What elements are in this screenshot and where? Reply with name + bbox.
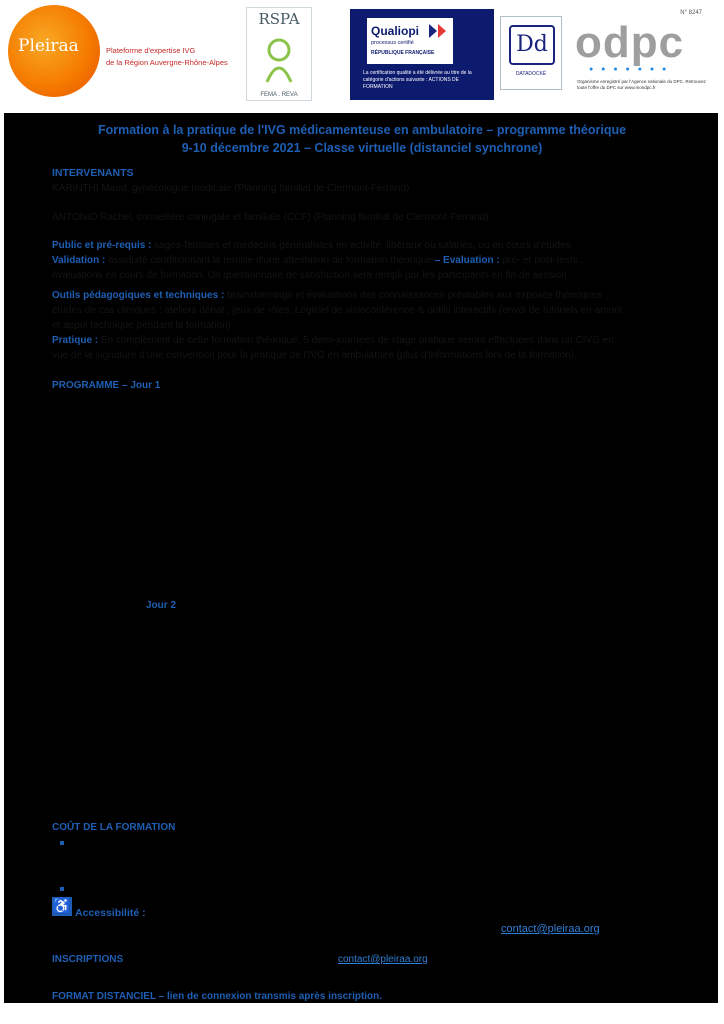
outils-line xyxy=(52,290,608,301)
odpc-logo xyxy=(567,0,724,113)
odpc-dots-icon: ● ● ● ● ● ● ● xyxy=(589,66,670,73)
public-line xyxy=(52,240,574,251)
pratique-text: En complément de cette formation théorique, 5 demi-journées de stage pratique seront effectuées dans un CIVG en xyxy=(100,335,614,346)
evaluation-line2: évaluations en cours de formation. Un questionnaire de satisfaction sera rempli par les participants en fin de session. xyxy=(52,270,570,281)
public-text: sages-femmes et médecins généralistes en activité, libéraux ou salariés, ou en cours d'études. xyxy=(154,240,574,251)
rspa-figure-icon xyxy=(247,8,311,100)
page-subtitle: 9-10 décembre 2021 – Classe virtuelle (distanciel synchrone) xyxy=(181,141,543,155)
qualiopi-box xyxy=(367,18,453,64)
odpc-wordmark: odpc xyxy=(575,18,685,67)
programme-heading xyxy=(52,380,160,391)
datadock-logo xyxy=(500,16,562,90)
evaluation-text: pré- et post-tests ; xyxy=(502,255,584,266)
pratique-label: Pratique : xyxy=(52,335,99,346)
programme-label: PROGRAMME – xyxy=(52,380,128,391)
outils-line3: et appui technique pendant la formation). xyxy=(52,320,234,331)
inscriptions-email-link[interactable]: contact@pleiraa.org xyxy=(338,954,428,965)
intervenants-heading: INTERVENANTS xyxy=(52,167,134,179)
logo-header xyxy=(0,0,724,113)
validation-label: Validation : xyxy=(52,255,106,266)
pleiraa-subtitle xyxy=(106,45,256,69)
bullet-icon xyxy=(60,887,64,891)
outils-label: Outils pédagogiques et techniques : xyxy=(52,290,225,301)
pleiraa-subtitle-line2: de la Région Auvergne-Rhône-Alpes xyxy=(106,58,228,67)
validation-text: assiduité conditionnant la remise d'une attestation de formation théorique xyxy=(108,255,432,266)
pleiraa-subtitle-line1: Plateforme d'expertise IVG xyxy=(106,46,196,55)
jour1-label: Jour 1 xyxy=(130,380,161,391)
public-label: Public et pré-requis : xyxy=(52,240,152,251)
contact-email-link[interactable]: contact@pleiraa.org xyxy=(501,923,600,935)
pleiraa-logo-text: Pleiraa xyxy=(18,36,79,56)
qualiopi-sub: processus certifié xyxy=(371,40,414,46)
validation-line xyxy=(52,255,583,266)
inscriptions-heading: INSCRIPTIONS xyxy=(52,954,124,965)
wheelchair-icon: ♿ xyxy=(52,898,72,915)
bullet-icon xyxy=(60,841,64,845)
outils-text: brainstormings et évaluations des connaissances préalables aux exposés théoriques ; xyxy=(227,290,608,301)
datadock-label: DATADOCKÉ xyxy=(515,71,547,77)
intervenant-2: ANTONIO Rachel, conseillère conjugale et familiale (CCF) (Planning familial de Clermont-Ferrand) xyxy=(52,212,489,223)
outils-line2: études de cas cliniques ; ateliers débat ; jeux de rôles. Logiciel de visioconférence & outils interactifs (envoi de tutoriels en amont xyxy=(52,305,623,316)
pratique-line xyxy=(52,335,614,346)
format-distanciel: FORMAT DISTANCIEL – lien de connexion transmis après inscription. xyxy=(52,991,383,1002)
qualiopi-logo xyxy=(350,9,494,100)
rspa-logo xyxy=(246,7,312,101)
cout-heading: COÛT DE LA FORMATION xyxy=(52,822,176,833)
qualiopi-title: Qualiopi xyxy=(371,24,419,38)
rspa-subtitle: FEMA . REVA xyxy=(260,92,298,98)
qualiopi-republique: RÉPUBLIQUE FRANÇAISE xyxy=(371,50,435,56)
qualiopi-footer: La certification qualité a été délivrée au titre de la catégorie d'actions suivante : ACTIONS DE FORMATION xyxy=(363,70,472,90)
page-title: Formation à la pratique de l'IVG médicamenteuse en ambulatoire – programme théorique xyxy=(97,123,627,137)
accessibilite-label: Accessibilité : xyxy=(75,907,146,919)
pratique-line2: vue de la signature d'une convention pour la pratique de l'IVG en ambulatoire (plus d'informations lors de la formation). xyxy=(52,350,577,361)
intervenant-1: KARINTHI Maud, gynécologue médicale (Planning familial de Clermont-Ferrand) xyxy=(52,183,410,194)
datadock-mark: Dd xyxy=(509,25,555,65)
odpc-footer: Organisme enregistré par l'Agence nationale du DPC. Retrouvez toute l'offre du DPC sur www.mondpc.fr xyxy=(577,79,706,90)
evaluation-label: – Evaluation : xyxy=(434,255,500,266)
qualiopi-arrow-icon xyxy=(429,24,449,38)
jour2-label: Jour 2 xyxy=(146,600,177,611)
odpc-number: N° 8247 xyxy=(680,10,702,16)
rspa-logo-text: RSPA xyxy=(258,10,300,28)
